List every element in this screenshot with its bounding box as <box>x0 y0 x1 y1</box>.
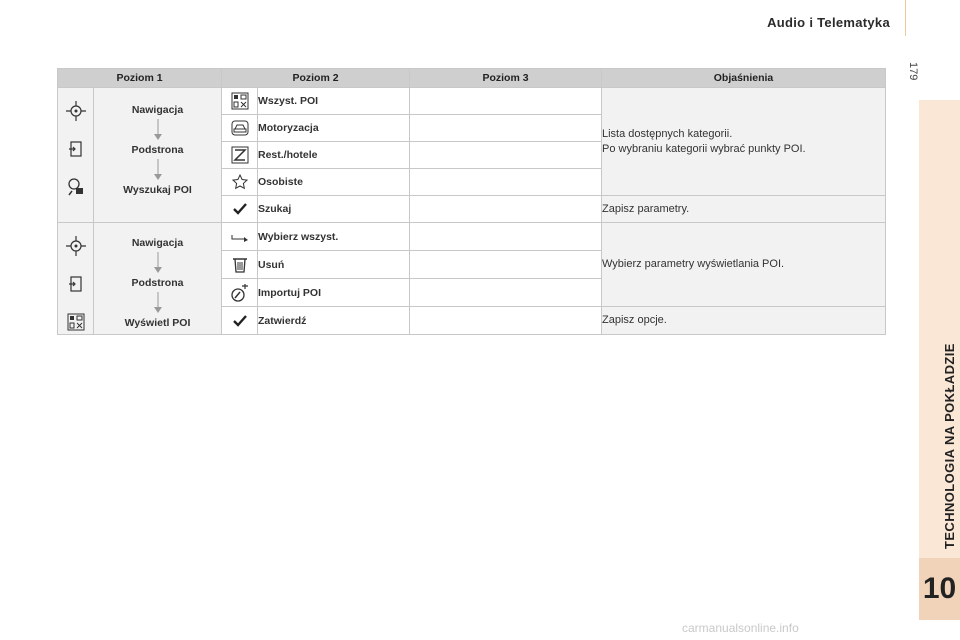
select-all-icon <box>222 223 258 251</box>
trash-icon <box>222 251 258 279</box>
level2-label: Importuj POI <box>258 279 410 307</box>
level1-icons-cell <box>58 223 94 335</box>
navigation-icon <box>58 99 93 123</box>
navigation-icon <box>58 234 93 258</box>
level1-chain-cell <box>94 88 222 223</box>
footer-watermark: carmanualsonline.info <box>682 621 799 635</box>
table-row <box>58 88 886 115</box>
level3-cell <box>410 223 602 251</box>
explanation-line: Lista dostępnych kategorii. <box>602 127 733 140</box>
chain-item-podstrona: Podstrona <box>131 144 184 156</box>
level2-label: Osobiste <box>258 169 410 196</box>
level2-label: Rest./hotele <box>258 142 410 169</box>
table-header-row <box>58 69 886 88</box>
level2-label: Motoryzacja <box>258 115 410 142</box>
chain-item-nawigacja: Nawigacja <box>131 237 184 249</box>
page-icon <box>58 137 93 161</box>
page-icon <box>58 272 93 296</box>
arrow-down-icon <box>94 252 221 274</box>
header-level-3: Poziom 3 <box>410 69 602 88</box>
level2-label: Wybierz wszyst. <box>258 223 410 251</box>
chain-item-nawigacja: Nawigacja <box>131 104 184 116</box>
level1-chain-cell <box>94 223 222 335</box>
page-number: 179 <box>907 62 919 81</box>
explanation-line: Po wybraniu kategorii wybrać punkty POI. <box>602 142 806 155</box>
table-row <box>58 223 886 251</box>
level3-cell <box>410 251 602 279</box>
level2-label: Usuń <box>258 251 410 279</box>
level3-cell <box>410 307 602 335</box>
level3-cell <box>410 196 602 223</box>
poi-search-icon <box>58 175 93 199</box>
check-icon <box>222 307 258 335</box>
header-divider <box>905 0 906 36</box>
level2-label: Zatwierdź <box>258 307 410 335</box>
level2-label: Wszyst. POI <box>258 88 410 115</box>
star-icon <box>222 169 258 196</box>
check-icon <box>222 196 258 223</box>
chain-item-wyszukaj-poi: Wyszukaj POI <box>123 184 192 196</box>
header-level-2: Poziom 2 <box>222 69 410 88</box>
chain-item-wyswietl-poi: Wyświetl POI <box>124 317 191 329</box>
explanation-cell: Zapisz opcje. <box>602 307 886 335</box>
arrow-down-icon <box>94 292 221 314</box>
level3-cell <box>410 88 602 115</box>
header-level-1: Poziom 1 <box>58 69 222 88</box>
level3-cell <box>410 279 602 307</box>
poi-all-icon <box>222 88 258 115</box>
import-icon <box>222 279 258 307</box>
level3-cell <box>410 169 602 196</box>
page-header-title: Audio i Telematyka <box>767 15 890 30</box>
level1-icons-cell <box>58 88 94 223</box>
header-explanations: Objaśnienia <box>602 69 886 88</box>
chain-item-podstrona: Podstrona <box>131 277 184 289</box>
level3-cell <box>410 142 602 169</box>
chapter-title: TECHNOLOGIA NA POKŁADZIE <box>942 343 957 549</box>
level2-label: Szukaj <box>258 196 410 223</box>
arrow-down-icon <box>94 159 221 181</box>
explanation-cell: Zapisz parametry. <box>602 196 886 223</box>
poi-menu-table <box>57 68 886 335</box>
arrow-down-icon <box>94 119 221 141</box>
explanation-cell: Wybierz parametry wyświetlania POI. <box>602 223 886 307</box>
explanation-cell <box>602 88 886 196</box>
car-icon <box>222 115 258 142</box>
chapter-number: 10 <box>919 558 960 620</box>
poi-display-icon <box>58 310 93 334</box>
level3-cell <box>410 115 602 142</box>
restaurant-icon <box>222 142 258 169</box>
